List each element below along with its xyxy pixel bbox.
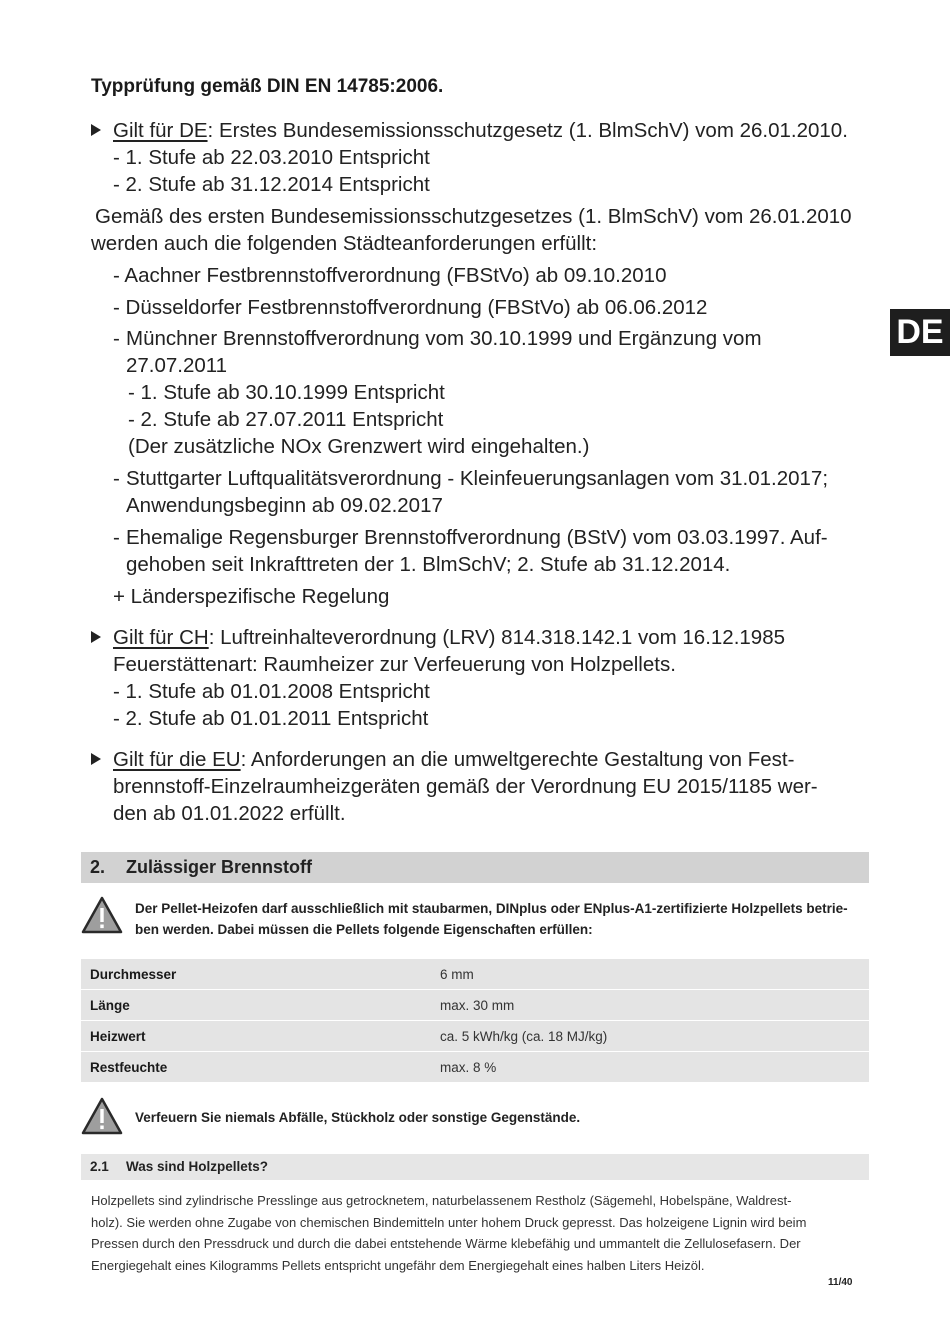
muenchen-regulation-line2: 27.07.2011 <box>126 354 228 377</box>
muenchen-dash: - <box>113 327 120 350</box>
property-value: 6 mm <box>440 966 474 982</box>
paragraph-line: holz). Sie werden ohne Zugabe von chemischen Bindemitteln unter hohem Druck gepresst. Das holzeigene Lignin wird beim <box>91 1214 807 1230</box>
ch-stage1: - 1. Stufe ab 01.01.2008 Entspricht <box>113 680 430 703</box>
regensburg-regulation-line2: gehoben seit Inkrafttreten der 1. BlmSchV; 2. Stufe ab 31.12.2014. <box>126 553 731 576</box>
de-section-text: : Erstes Bundesemissionsschutzgesetz (1. BlmSchV) vom 26.01.2010. <box>207 119 848 142</box>
muenchen-note: (Der zusätzliche NOx Grenzwert wird eingehalten.) <box>128 435 590 458</box>
ch-section-line <box>113 624 785 651</box>
triangle-bullet-icon <box>91 631 101 643</box>
regensburg-regulation-line1: Ehemalige Regensburger Brennstoffverordnung (BStV) vom 03.03.1997. Auf- <box>126 526 828 549</box>
page-heading: Typprüfung gemäß DIN EN 14785:2006. <box>91 76 444 97</box>
table-row <box>81 959 869 990</box>
property-name: Durchmesser <box>90 966 177 982</box>
de-section-line <box>113 117 848 144</box>
property-value: ca. 5 kWh/kg (ca. 18 MJ/kg) <box>440 1021 869 1052</box>
section-2-header <box>81 852 869 883</box>
table-row <box>81 1021 869 1052</box>
table-row <box>81 1052 869 1083</box>
de-intro-line2: werden auch die folgenden Städteanforderungen erfüllt: <box>91 232 598 255</box>
warning-1-line1: Der Pellet-Heizofen darf ausschließlich mit staubarmen, DINplus oder ENplus-A1-zertifizierte Holzpellets betrie- <box>135 901 848 916</box>
section-2-1-header <box>81 1154 869 1180</box>
triangle-bullet-icon <box>91 753 101 765</box>
pellet-properties-table <box>81 959 869 1082</box>
language-tab: DE <box>890 309 950 356</box>
de-stage1: - 1. Stufe ab 22.03.2010 Entspricht <box>113 146 430 169</box>
property-name: Restfeuchte <box>81 1052 440 1083</box>
stuttgart-dash: - <box>113 467 120 490</box>
ch-section-text: : Luftreinhalteverordnung (LRV) 814.318.142.1 vom 16.12.1985 <box>208 626 785 649</box>
section-2-title: Zulässiger Brennstoff <box>126 857 313 877</box>
ch-stage2: - 2. Stufe ab 01.01.2011 Entspricht <box>113 707 429 730</box>
table-row <box>81 990 869 1021</box>
eu-section-text: : Anforderungen an die umweltgerechte Gestaltung von Fest- <box>240 748 795 771</box>
stuttgart-regulation-line2: Anwendungsbeginn ab 09.02.2017 <box>126 494 443 517</box>
regensburg-dash: - <box>113 526 120 549</box>
page-number: 11/40 <box>828 1277 853 1288</box>
warning-2-text: Verfeuern Sie niemals Abfälle, Stückholz oder sonstige Gegenstände. <box>135 1110 581 1125</box>
eu-section-line3: den ab 01.01.2022 erfüllt. <box>113 802 346 825</box>
property-name: Heizwert <box>81 1021 440 1052</box>
warning-triangle-icon <box>81 896 123 939</box>
ch-line2: Feuerstättenart: Raumheizer zur Verfeuerung von Holzpellets. <box>113 653 676 676</box>
property-name: Länge <box>81 990 440 1021</box>
holzpellets-paragraph <box>91 1190 869 1276</box>
section-2-number: 2. <box>90 857 106 877</box>
muenchen-regulation-line1: Münchner Brennstoffverordnung vom 30.10.1999 und Ergänzung vom <box>126 327 762 350</box>
paragraph-line: Pressen durch den Pressdruck und durch die dabei entstehende Wärme klebefähig und ummantelt die Zellulosefasern. Der <box>91 1236 801 1251</box>
country-specific-rule: + Länderspezifische Regelung <box>113 585 390 608</box>
section-2-1-title: Was sind Holzpellets? <box>126 1159 269 1174</box>
paragraph-line: Holzpellets sind zylindrische Presslinge aus getrocknetem, naturbelassenem Restholz (Sägemehl, Hobelspäne, Waldrest- <box>91 1193 792 1208</box>
triangle-bullet-icon <box>91 124 101 136</box>
eu-section-line2: brennstoff-Einzelraumheizgeräten gemäß der Verordnung EU 2015/1185 wer- <box>113 775 818 798</box>
de-intro-line1: Gemäß des ersten Bundesemissionsschutzgesetzes (1. BlmSchV) vom 26.01.2010 <box>95 205 852 228</box>
property-value: max. 8 % <box>440 1052 869 1083</box>
stuttgart-regulation-line1: Stuttgarter Luftqualitätsverordnung - Kleinfeuerungsanlagen vom 31.01.2017; <box>126 467 829 490</box>
section-2-1-number: 2.1 <box>90 1159 109 1174</box>
warning-1-line2: ben werden. Dabei müssen die Pellets folgende Eigenschaften erfüllen: <box>135 922 593 937</box>
eu-section-line1 <box>113 746 868 773</box>
de-section-label: Gilt für DE <box>113 119 208 142</box>
property-value: max. 30 mm <box>440 990 869 1021</box>
ch-section-label: Gilt für CH <box>113 626 209 649</box>
muenchen-stage1: - 1. Stufe ab 30.10.1999 Entspricht <box>128 381 445 404</box>
paragraph-line: Energiegehalt eines Kilogramms Pellets entspricht ungefähr dem Energiegehalt eines halben Liters Heizöl. <box>91 1257 705 1273</box>
duesseldorf-regulation: - Düsseldorfer Festbrennstoffverordnung (FBStVo) ab 06.06.2012 <box>113 296 708 319</box>
aachen-regulation: - Aachner Festbrennstoffverordnung (FBStVo) ab 09.10.2010 <box>113 264 667 287</box>
warning-triangle-icon <box>81 1097 123 1140</box>
de-stage2: - 2. Stufe ab 31.12.2014 Entspricht <box>113 173 430 196</box>
muenchen-stage2: - 2. Stufe ab 27.07.2011 Entspricht <box>128 408 444 431</box>
eu-section-label: Gilt für die EU <box>113 748 241 771</box>
